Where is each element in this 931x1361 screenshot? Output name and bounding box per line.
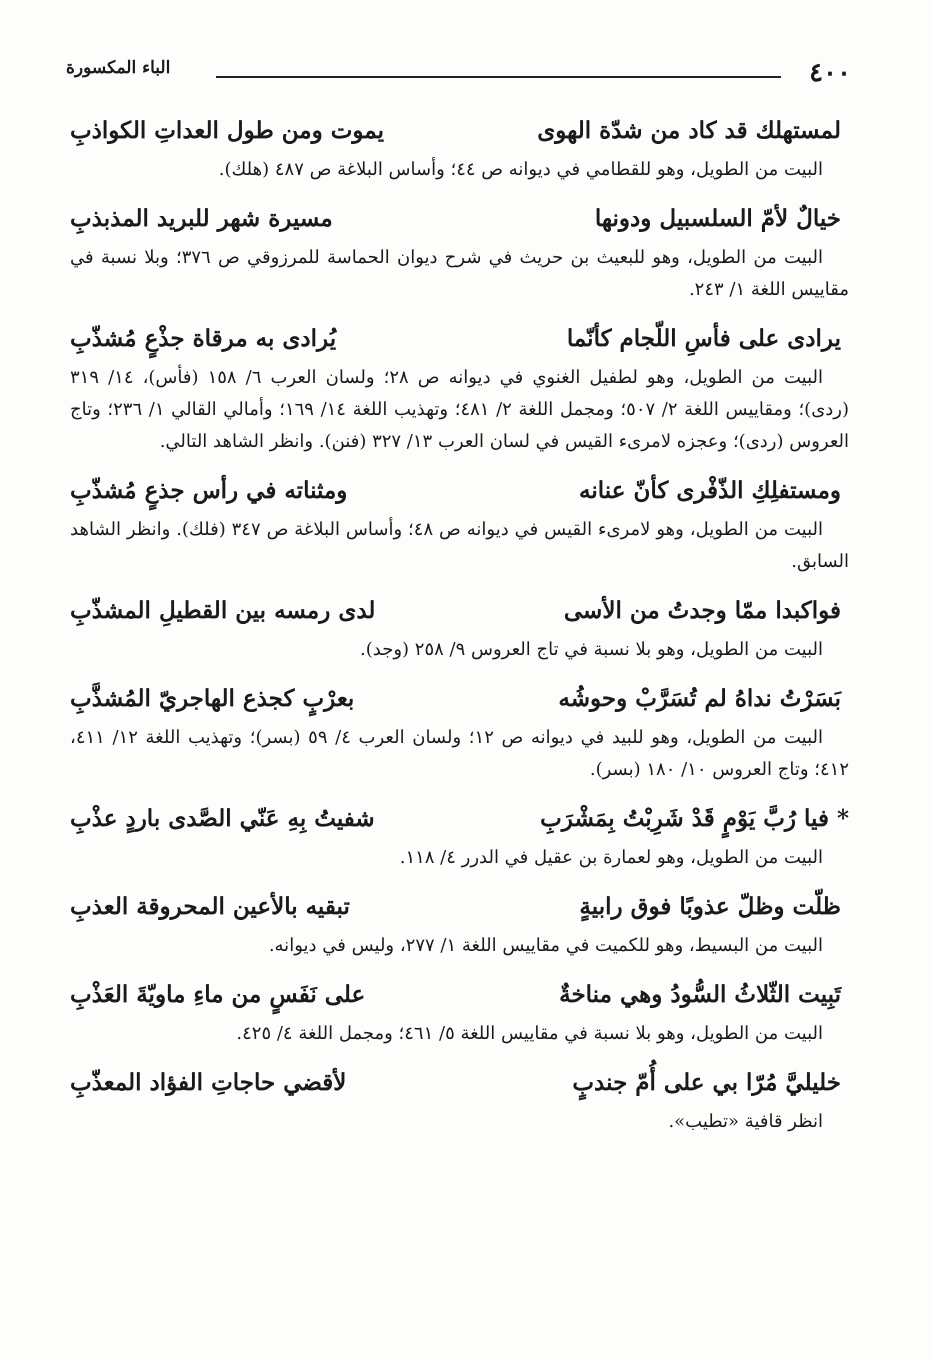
verse-note: البيت من الطويل، وهو للبيد في ديوانه ص ١٢؛ ولسان العرب ٤/ ٥٩ (بسر)؛ وتهذيب اللغة ١٢/ ٤١١، ٤١٢؛ وتاج العروس ١٠/ ١٨٠ (بسر).: [70, 727, 849, 780]
verse-line: [70, 676, 849, 722]
verse-first-hemistich: [579, 468, 849, 514]
verse-first-text: يرادى على فأسِ اللّجام كأنّما: [566, 325, 841, 352]
verse-second-hemistich: لأقضي حاجاتِ الفؤاد المعذّبِ: [70, 1069, 347, 1096]
verse-note: البيت من الطويل، وهو بلا نسبة في مقاييس اللغة ٥/ ٤٦١؛ ومجمل اللغة ٤/ ٤٢٥.: [236, 1023, 823, 1044]
verse-first-hemistich: [537, 108, 849, 154]
verse-second-hemistich: ومثناته في رأس جذعٍ مُشذّبِ: [70, 477, 348, 504]
verse-entry: [70, 196, 849, 306]
verse-line: [70, 1060, 849, 1106]
verse-first-text: فواكبدا ممّا وجدتُ من الأسى: [563, 597, 841, 624]
verse-second-hemistich: تبقيه بالأعين المحروقة العذبِ: [70, 893, 350, 920]
verse-entry: [70, 588, 849, 666]
verse-entry: [70, 1060, 849, 1138]
verse-entry: [70, 884, 849, 962]
verse-first-hemistich: [540, 796, 849, 842]
verse-second-hemistich: يموت ومن طول العداتِ الكواذبِ: [70, 117, 384, 144]
verse-note: انظر قافية «تطيب».: [668, 1111, 823, 1132]
verse-line: [70, 884, 849, 930]
verse-line: [70, 972, 849, 1018]
verse-first-text: خيالٌ لأمّ السلسبيل ودونها: [594, 205, 841, 232]
verse-second-hemistich: على نَفَسٍ من ماءِ ماويّةَ العَذْبِ: [70, 981, 366, 1008]
verse-line: [70, 588, 849, 634]
verse-note: البيت من الطويل، وهو للقطامي في ديوانه ص ٤٤؛ وأساس البلاغة ص ٤٨٧ (هلك).: [218, 159, 823, 180]
verse-first-hemistich: [559, 972, 849, 1018]
verse-second-hemistich: مسيرة شهر للبريد المذبذبِ: [70, 205, 333, 232]
verse-note: البيت من الطويل، وهو لطفيل الغنوي في ديوانه ص ٢٨؛ ولسان العرب ٦/ ١٥٨ (فأس)، ١٤/ ٣١٩ (ردى)؛ ومقاييس اللغة ٢/ ٥٠٧؛ ومجمل اللغة ٢/ ٤٨١؛ وتهذيب اللغة ١٤/ ١٦٩؛ وأمالي القالي ١/ ٢٣٦؛ وتاج العروس (ردى)؛ وعجزه لامرىء القيس في لسان العرب ١٣/ ٣٢٧ (فنن). وانظر الشاهد التالي.: [70, 367, 850, 452]
verse-second-hemistich: لدى رمسه بين القطيلِ المشذّبِ: [70, 597, 376, 624]
verse-first-text: بَسَرْتُ نداهُ لم تُسَرَّبْ وحوشُه: [558, 685, 841, 712]
verse-line: [70, 108, 849, 154]
verse-first-text: ومستفلِكِ الذّفْرى كأنّ عنانه: [579, 477, 841, 504]
verse-second-hemistich: بعرْبٍ كجذع الهاجريّ المُشذَّبِ: [70, 685, 355, 712]
verse-line: [70, 468, 849, 514]
verse-first-text: لمستهلك قد كاد من شدّة الهوى: [537, 117, 841, 144]
verse-entry: [70, 676, 849, 786]
verse-second-hemistich: يُرادى به مرقاة جذْعٍ مُشذّبِ: [70, 325, 337, 352]
verse-entry: [70, 972, 849, 1050]
verse-note: البيت من الطويل، وهو لامرىء القيس في ديوانه ص ٤٨؛ وأساس البلاغة ص ٣٤٧ (فلك). وانظر الشاهد السابق.: [70, 519, 849, 572]
verse-entry: [70, 316, 849, 458]
verse-entry: [70, 108, 849, 186]
verse-note: البيت من الطويل، وهو بلا نسبة في تاج العروس ٩/ ٢٥٨ (وجد).: [360, 639, 823, 660]
verse-first-hemistich: [572, 1060, 849, 1106]
page-header: [66, 58, 851, 88]
verse-entry: [70, 468, 849, 578]
running-title: الباء المكسورة: [66, 58, 171, 78]
verse-first-text: فيا رُبَّ يَوْمٍ قَدْ شَرِبْتُ بِمَشْرَبِ: [540, 805, 829, 832]
verse-first-hemistich: [564, 588, 849, 634]
verse-marker: *: [836, 805, 849, 832]
page-body: [70, 108, 849, 1148]
verse-note: البيت من البسيط، وهو للكميت في مقاييس اللغة ١/ ٢٧٧، وليس في ديوانه.: [268, 935, 823, 956]
verse-line: [70, 196, 849, 242]
page-number: ٤٠٠: [809, 58, 851, 88]
verse-note: البيت من الطويل، وهو للبعيث بن حريث في شرح ديوان الحماسة للمرزوقي ص ٣٧٦؛ وبلا نسبة في مقاييس اللغة ١/ ٢٤٣.: [70, 247, 849, 300]
verse-first-hemistich: [595, 196, 849, 242]
verse-first-hemistich: [579, 884, 849, 930]
verse-first-text: ظلّت وظلّ عذوبًا فوق رابيةٍ: [579, 893, 841, 920]
verse-line: [70, 316, 849, 362]
verse-entry: [70, 796, 849, 874]
verse-first-hemistich: [558, 676, 849, 722]
verse-first-text: تَبِيت الثّلاثُ السُّودُ وهي مناخةٌ: [559, 981, 841, 1008]
verse-first-hemistich: [567, 316, 849, 362]
verse-note: البيت من الطويل، وهو لعمارة بن عقيل في الدرر ٤/ ١١٨.: [399, 847, 823, 868]
verse-first-text: خليليَّ مُرّا بي على أُمّ جندبٍ: [572, 1069, 841, 1096]
header-rule: [216, 76, 781, 78]
verse-second-hemistich: شفيتُ بِهِ عَنّي الصَّدى باردٍ عذْبِ: [70, 805, 375, 832]
verse-line: [70, 796, 849, 842]
